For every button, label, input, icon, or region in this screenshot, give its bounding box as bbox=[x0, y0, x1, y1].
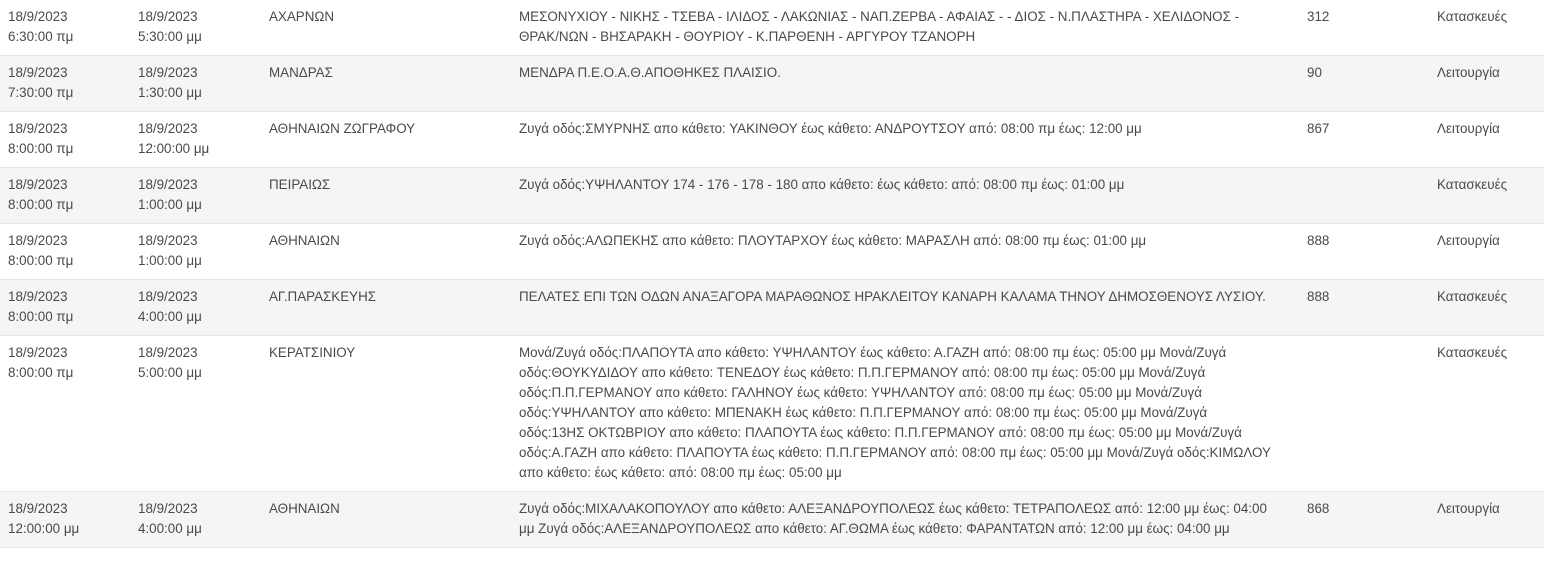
start-date: 18/9/2023 bbox=[8, 177, 68, 192]
description-cell bbox=[519, 168, 1299, 224]
end-time: 5:00:00 μμ bbox=[138, 365, 202, 380]
description-text: Ζυγά οδός:ΥΨΗΛΑΝΤΟΥ 174 - 176 - 178 - 180 απο κάθετο: έως κάθετο: από: 08:00 πμ έως: 01:00 μμ bbox=[519, 177, 1125, 192]
affected-count-cell: 868 bbox=[1307, 501, 1330, 516]
description-text: Ζυγά οδός:ΑΛΩΠΕΚΗΣ απο κάθετο: ΠΛΟΥΤΑΡΧΟΥ έως κάθετο: ΜΑΡΑΣΛΗ από: 08:00 πμ έως: 01:00 μμ bbox=[519, 233, 1147, 248]
end-date: 18/9/2023 bbox=[138, 345, 198, 360]
end-date: 18/9/2023 bbox=[138, 233, 198, 248]
affected-count-cell: 888 bbox=[1307, 233, 1330, 248]
start-date: 18/9/2023 bbox=[8, 9, 68, 24]
start-datetime-cell bbox=[0, 224, 130, 280]
start-datetime-cell bbox=[0, 280, 130, 336]
outage-type-cell: Κατασκευές bbox=[1437, 177, 1508, 192]
area-cell: ΠΕΙΡΑΙΩΣ bbox=[269, 177, 331, 192]
start-time: 8:00:00 πμ bbox=[8, 309, 74, 324]
table-row bbox=[0, 224, 1544, 280]
end-date: 18/9/2023 bbox=[138, 177, 198, 192]
end-time: 4:00:00 μμ bbox=[138, 309, 202, 324]
outage-type-cell: Κατασκευές bbox=[1437, 289, 1508, 304]
description-cell bbox=[519, 112, 1299, 168]
description-cell bbox=[519, 224, 1299, 280]
affected-count-cell: 867 bbox=[1307, 121, 1330, 136]
description-cell bbox=[519, 0, 1299, 56]
outage-type-cell: Κατασκευές bbox=[1437, 345, 1508, 360]
affected-count-cell bbox=[1299, 336, 1429, 492]
description-cell bbox=[519, 336, 1299, 492]
start-time: 8:00:00 πμ bbox=[8, 197, 74, 212]
table-row bbox=[0, 112, 1544, 168]
description-text: ΠΕΛΑΤΕΣ ΕΠΙ ΤΩΝ ΟΔΩΝ ΑΝΑΞΑΓΟΡΑ ΜΑΡΑΘΩΝΟΣ ΗΡΑΚΛΕΙΤΟΥ ΚΑΝΑΡΗ ΚΑΛΑΜΑ ΤΗΝΟΥ ΔΗΜΟΣΘΕΝΟΥΣ ΛΥΣΙΟΥ. bbox=[519, 289, 1266, 304]
area-cell: ΑΧΑΡΝΩΝ bbox=[269, 9, 335, 24]
table-row bbox=[0, 280, 1544, 336]
affected-count-cell: 90 bbox=[1307, 65, 1322, 80]
area-cell: ΑΘΗΝΑΙΩΝ ΖΩΓΡΑΦΟΥ bbox=[269, 121, 416, 136]
end-datetime-cell bbox=[130, 336, 260, 492]
end-datetime-cell bbox=[130, 112, 260, 168]
description-cell bbox=[519, 56, 1299, 112]
description-cell bbox=[519, 280, 1299, 336]
area-cell: ΑΘΗΝΑΙΩΝ bbox=[269, 233, 340, 248]
outage-type-cell: Λειτουργία bbox=[1437, 121, 1500, 136]
end-date: 18/9/2023 bbox=[138, 65, 198, 80]
end-date: 18/9/2023 bbox=[138, 9, 198, 24]
outage-type-cell: Κατασκευές bbox=[1437, 9, 1508, 24]
end-date: 18/9/2023 bbox=[138, 501, 198, 516]
table-row bbox=[0, 336, 1544, 492]
end-date: 18/9/2023 bbox=[138, 289, 198, 304]
end-datetime-cell bbox=[130, 56, 260, 112]
description-text: Ζυγά οδός:ΜΙΧΑΛΑΚΟΠΟΥΛΟΥ απο κάθετο: ΑΛΕΞΑΝΔΡΟΥΠΟΛΕΩΣ έως κάθετο: ΤΕΤΡΑΠΟΛΕΩΣ από: 12:00 μμ έως: 04:00 μμ Ζυγά οδός:ΑΛΕΞΑΝΔΡΟΥΠΟΛΕΩΣ απο κάθετο: ΑΓ.ΘΩΜΑ έως κάθετο: ΦΑΡΑΝΤΑΤΩΝ από: 12:00 μμ έως: 04:00 μμ bbox=[519, 501, 1267, 536]
end-time: 5:30:00 μμ bbox=[138, 29, 202, 44]
description-text: Μονά/Ζυγά οδός:ΠΛΑΠΟΥΤΑ απο κάθετο: ΥΨΗΛΑΝΤΟΥ έως κάθετο: Α.ΓΑΖΗ από: 08:00 πμ έως: 05:00 μμ Μονά/Ζυγά οδός:ΘΟΥΚΥΔΙΔΟΥ απο κάθετο: ΤΕΝΕΔΟΥ έως κάθετο: Π.Π.ΓΕΡΜΑΝΟΥ από: 08:00 πμ έως: 05:00 μμ Μονά/Ζυγά οδός:Π.Π.ΓΕΡΜΑΝΟΥ απο κάθετο: ΓΑΛΗΝΟΥ έως κάθετο: ΥΨΗΛΑΝΤΟΥ από: 08:00 πμ έως: 05:00 μμ Μονά/Ζυγά οδός:ΥΨΗΛΑΝΤΟΥ απο κάθετο: ΜΠΕΝΑΚΗ έως κάθετο: Π.Π.ΓΕΡΜΑΝΟΥ από: 08:00 πμ έως: 05:00 μμ Μονά/Ζυγά οδός:13ΗΣ ΟΚΤΩΒΡΙΟΥ απο κάθετο: ΠΛΑΠΟΥΤΑ έως κάθετο: Π.Π.ΓΕΡΜΑΝΟΥ από: 08:00 πμ έως: 05:00 μμ Μονά/Ζυγά οδός:Α.ΓΑΖΗ απο κάθετο: ΠΛΑΠΟΥΤΑ έως κάθετο: Π.Π.ΓΕΡΜΑΝΟΥ από: 08:00 πμ έως: 05:00 μμ Μονά/Ζυγά οδός:ΚΙΜΩΛΟΥ απο κάθετο: έως κάθετο: από: 08:00 πμ έως: 05:00 μμ bbox=[519, 345, 1271, 480]
start-time: 12:00:00 μμ bbox=[8, 521, 80, 536]
affected-count-cell bbox=[1299, 168, 1429, 224]
end-datetime-cell bbox=[130, 0, 260, 56]
affected-count-cell: 888 bbox=[1307, 289, 1330, 304]
start-date: 18/9/2023 bbox=[8, 65, 68, 80]
start-datetime-cell bbox=[0, 112, 130, 168]
description-text: ΜΕΣΟΝΥΧΙΟΥ - ΝΙΚΗΣ - ΤΣΕΒΑ - ΙΛΙΔΟΣ - ΛΑΚΩΝΙΑΣ - ΝΑΠ.ΖΕΡΒΑ - ΑΦΑΙΑΣ - - ΔΙΟΣ - Ν.ΠΛΑΣΤΗΡΑ - ΧΕΛΙΔΟΝΟΣ - ΘΡΑΚ/ΝΩΝ - ΒΗΣΑΡΑΚΗ - ΘΟΥΡΙΟΥ - Κ.ΠΑΡΘΕΝΗ - ΑΡΓΥΡΟΥ ΤΖΑΝΟΡΗ bbox=[519, 9, 1240, 44]
area-cell: ΜΑΝΔΡΑΣ bbox=[269, 65, 333, 80]
start-time: 7:30:00 πμ bbox=[8, 85, 74, 100]
outage-type-cell: Λειτουργία bbox=[1437, 233, 1500, 248]
description-text: Ζυγά οδός:ΣΜΥΡΝΗΣ απο κάθετο: ΥΑΚΙΝΘΟΥ έως κάθετο: ΑΝΔΡΟΥΤΣΟΥ από: 08:00 πμ έως: 12:00 μμ bbox=[519, 121, 1142, 136]
table-row bbox=[0, 168, 1544, 224]
outage-type-cell: Λειτουργία bbox=[1437, 501, 1500, 516]
start-date: 18/9/2023 bbox=[8, 501, 68, 516]
start-time: 6:30:00 πμ bbox=[8, 29, 74, 44]
end-time: 12:00:00 μμ bbox=[138, 141, 210, 156]
start-date: 18/9/2023 bbox=[8, 289, 68, 304]
area-cell: ΑΓ.ΠΑΡΑΣΚΕΥΗΣ bbox=[269, 289, 377, 304]
table-row bbox=[0, 56, 1544, 112]
start-datetime-cell bbox=[0, 0, 130, 56]
affected-count-cell: 312 bbox=[1307, 9, 1330, 24]
end-datetime-cell bbox=[130, 492, 260, 548]
start-datetime-cell bbox=[0, 336, 130, 492]
description-cell bbox=[519, 492, 1299, 548]
end-time: 1:00:00 μμ bbox=[138, 253, 202, 268]
end-datetime-cell bbox=[130, 168, 260, 224]
start-time: 8:00:00 πμ bbox=[8, 253, 74, 268]
start-time: 8:00:00 πμ bbox=[8, 365, 74, 380]
end-datetime-cell bbox=[130, 280, 260, 336]
table-row bbox=[0, 0, 1544, 56]
end-time: 4:00:00 μμ bbox=[138, 521, 202, 536]
start-date: 18/9/2023 bbox=[8, 345, 68, 360]
area-cell: ΑΘΗΝΑΙΩΝ bbox=[269, 501, 340, 516]
end-time: 1:30:00 μμ bbox=[138, 85, 202, 100]
end-datetime-cell bbox=[130, 224, 260, 280]
start-datetime-cell bbox=[0, 56, 130, 112]
table-row bbox=[0, 492, 1544, 548]
start-datetime-cell bbox=[0, 168, 130, 224]
start-time: 8:00:00 πμ bbox=[8, 141, 74, 156]
end-time: 1:00:00 μμ bbox=[138, 197, 202, 212]
area-cell: ΚΕΡΑΤΣΙΝΙΟΥ bbox=[269, 345, 356, 360]
start-datetime-cell bbox=[0, 492, 130, 548]
outage-type-cell: Λειτουργία bbox=[1437, 65, 1500, 80]
end-date: 18/9/2023 bbox=[138, 121, 198, 136]
start-date: 18/9/2023 bbox=[8, 233, 68, 248]
description-text: ΜΕΝΔΡΑ Π.Ε.Ο.Α.Θ.ΑΠΟΘΗΚΕΣ ΠΛΑΙΣΙΟ. bbox=[519, 65, 781, 80]
start-date: 18/9/2023 bbox=[8, 121, 68, 136]
